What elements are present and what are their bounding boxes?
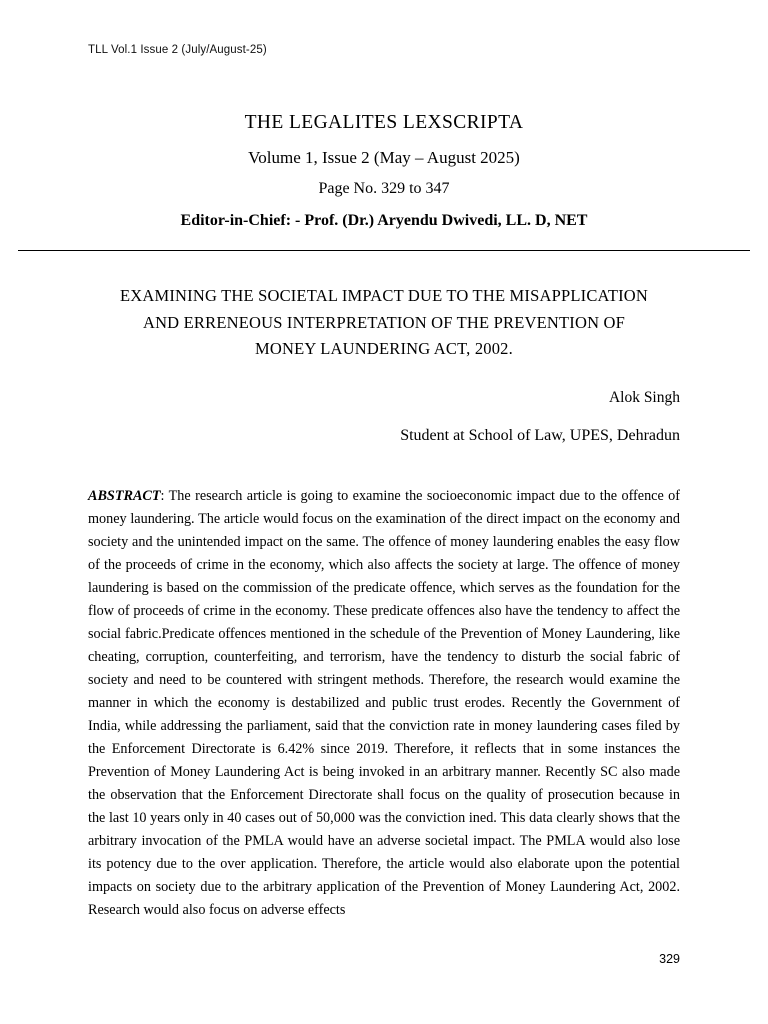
article-title-line-3: MONEY LAUNDERING ACT, 2002. [255,339,513,359]
article-title-line-2: AND ERRENEOUS INTERPRETATION OF THE PREVENTION OF [142,312,626,332]
journal-masthead [88,112,680,230]
journal-title: THE LEGALITES LEXSCRIPTA [244,112,524,133]
running-head: TLL Vol.1 Issue 2 (July/August-25) [88,44,267,56]
article-affiliation: Student at School of Law, UPES, Dehradun [400,427,680,445]
article-title-line-1: EXAMINING THE SOCIETAL IMPACT DUE TO THE MISAPPLICATION [119,286,649,305]
page-number: 329 [659,952,680,966]
abstract-paragraph [88,485,680,922]
article-title [88,283,680,363]
abstract-text: : The research article is going to examine the socioeconomic impact due to the offence of money laundering. The article would focus on the examination of the direct impact on the economy and society and the unintended impact on the same. The offence of money laundering enables the easy flow of the proceeds of crime in the economy, which also affects the society at large. The offence of money laundering is based on the commission of the predicate offence, which serves as the foundation for the flow of proceeds of crime in the economy. These predicate offences also have the tendency to affect the social fabric.Predicate offences mentioned in the schedule of the Prevention of Money Laundering, like cheating, corruption, counterfeiting, and terrorism, have the tendency to disturb the social fabric of society and need to be countered with stringent methods. Therefore, the research would examine the manner in which the economy is destabilized and public trust erodes. Recently the Government of India, while addressing the parliament, said that the conviction rate in money laundering cases filed by the Enforcement Directorate is 6.42% since 2019. Therefore, it reflects that in some instances the Prevention of Money Laundering Act is being invoked in an arbitrary manner. Recently SC also made the observation that the Enforcement Directorate shall focus on the quality of prosecution because in the last 10 years only in 40 cases out of 50,000 was the conviction ined. This data clearly shows that the arbitrary invocation of the PMLA would have an adverse societal impact. The PMLA would also lose its potency due to the over application. Therefore, the article would also elaborate upon the potential impacts on society due to the arbitrary application of the Prevention of Money Laundering Act, 2002. Research would also focus on adverse effects [88,488,680,919]
journal-editor-in-chief: Editor-in-Chief: - Prof. (Dr.) Aryendu Dwivedi, LL. D, NET [180,212,588,229]
article-author: Alok Singh [608,389,680,407]
journal-page-range: Page No. 329 to 347 [318,180,450,197]
horizontal-divider [18,250,750,251]
journal-volume-issue: Volume 1, Issue 2 (May – August 2025) [248,148,520,167]
abstract-label: ABSTRACT [88,488,161,505]
